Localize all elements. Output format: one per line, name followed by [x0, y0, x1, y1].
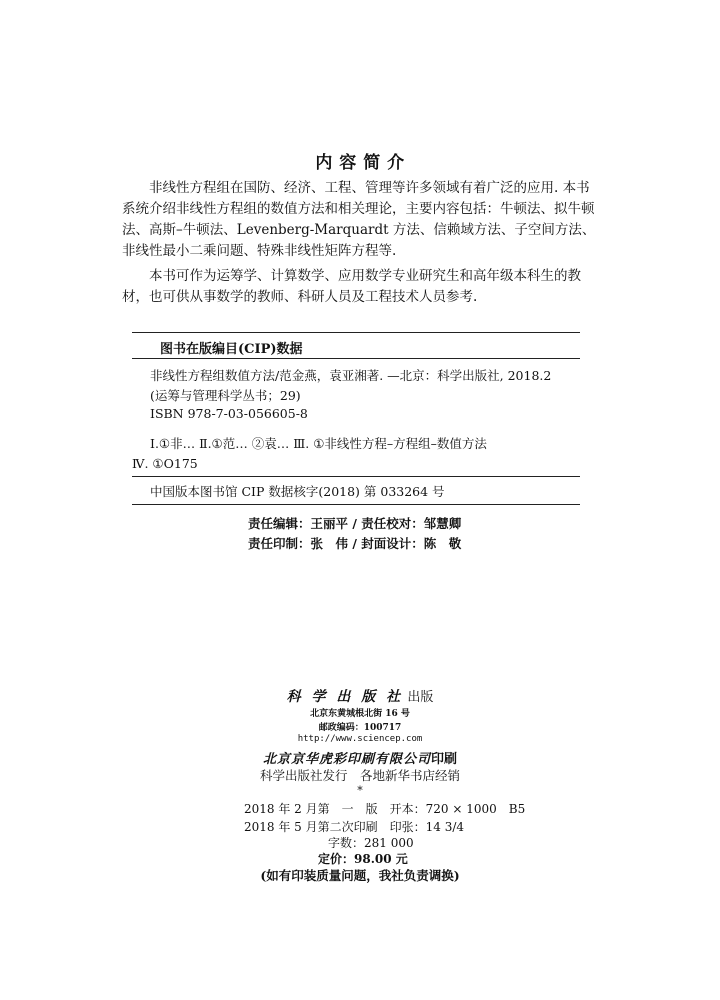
divider-bottom	[132, 504, 580, 505]
intro-paragraph-1	[122, 178, 602, 262]
intro-paragraph-2	[122, 266, 602, 308]
edition-first: 2018 年 2 月第 一 版 开本：720 × 1000 B5	[244, 802, 526, 816]
intro-paragraph-1-text: 非线性方程组在国防、经济、工程、管理等许多领域有着广泛的应用. 本书系统介绍非线性方程组的数值方法和相关理论，主要内容包括：牛顿法、拟牛顿法、高斯–牛顿法、Levenberg-Marquardt 方法、信赖域方法、子空间方法、非线性最小二乘问题、特殊非线性矩阵方程等.	[122, 180, 596, 259]
publisher-postcode: 邮政编码：100717	[318, 723, 402, 733]
publisher-name: 科 学 出 版 社	[286, 689, 404, 705]
distribution-line: 科学出版社发行 各地新华书店经销	[259, 768, 460, 783]
cip-line-1: 非线性方程组数值方法/范金燕，袁亚湘著. —北京：科学出版社, 2018.2	[150, 368, 552, 383]
intro-title: 内 容 简 介	[315, 153, 405, 173]
cip-line-2: (运筹与管理科学丛书；29)	[150, 388, 301, 403]
printer-name: 北京京华虎彩印刷有限公司	[262, 752, 431, 767]
word-count: 字数：281 000	[328, 836, 414, 850]
printer-line	[0, 748, 720, 767]
price: 定价：98.00 元	[318, 852, 408, 866]
intro-paragraph-2-text: 本书可作为运筹学、计算数学、应用数学专业研究生和高年级本科生的教材，也可供从事数学的教师、科研人员及工程技术人员参考.	[122, 268, 581, 305]
staff-line-1: 责任编辑：王丽平 / 责任校对：邹慧卿	[248, 516, 462, 531]
separator-star: *	[357, 784, 363, 797]
publisher-website: http://www.sciencep.com	[297, 734, 423, 744]
divider-cip	[132, 358, 580, 359]
cip-line-3: ISBN 978-7-03-056605-8	[150, 406, 308, 421]
publisher-address: 北京东黄城根北街 16 号	[310, 709, 410, 719]
cip-heading: 图书在版编目(CIP)数据	[160, 342, 303, 357]
publisher-suffix: 出版	[407, 690, 434, 705]
edition-second: 2018 年 5 月第二次印刷 印张：14 3/4	[244, 820, 465, 834]
staff-line-2: 责任印制：张 伟 / 封面设计：陈 敬	[248, 536, 462, 551]
printer-suffix: 印刷	[431, 752, 458, 767]
cip-line-6: 中国版本图书馆 CIP 数据核字(2018) 第 033264 号	[150, 484, 445, 499]
cip-line-4: Ⅰ.①非… Ⅱ.①范… ②袁… Ⅲ. ①非线性方程–方程组–数值方法	[150, 436, 487, 451]
divider-cip-number	[132, 476, 580, 477]
quality-note: (如有印装质量问题，我社负责调换)	[260, 868, 460, 883]
cip-line-5: Ⅳ. ①O175	[132, 456, 198, 471]
divider-top	[132, 332, 580, 333]
publisher-line	[0, 686, 720, 706]
